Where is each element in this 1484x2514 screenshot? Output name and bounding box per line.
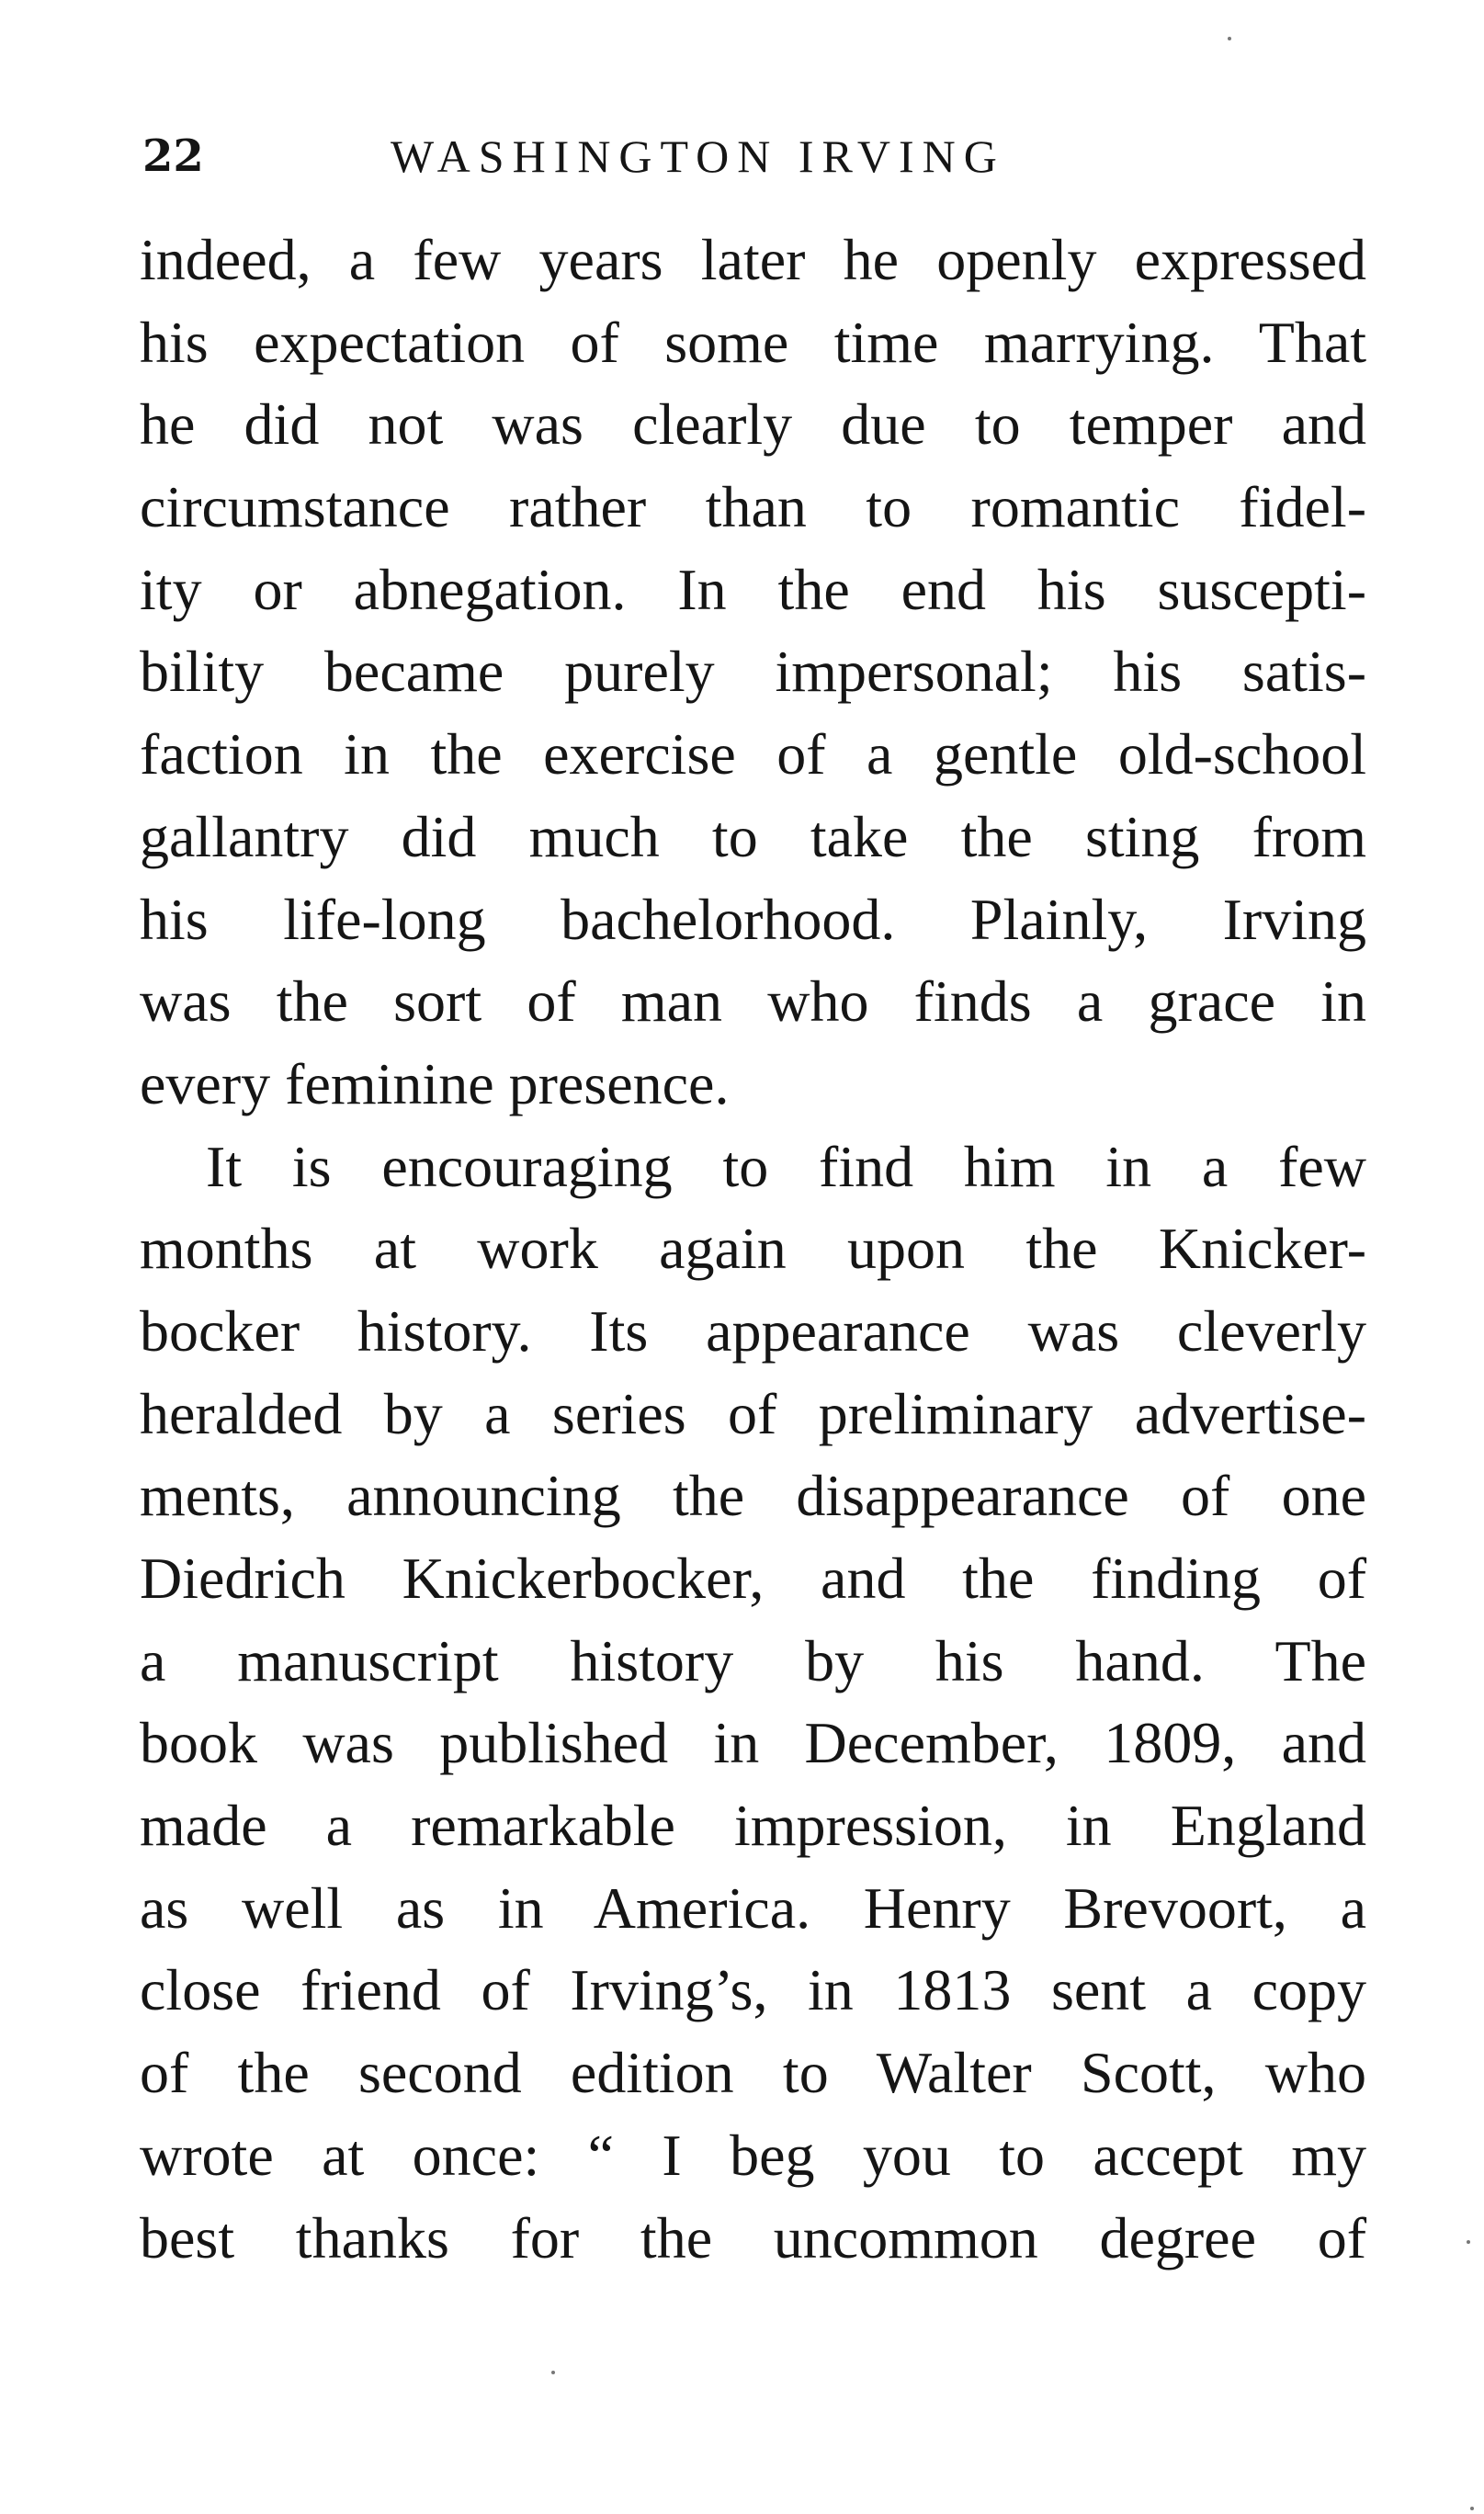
- text-line: ity or abnegation. In the end his suscepti-: [140, 556, 1366, 622]
- text-line: Diedrich Knickerbocker, and the finding of: [140, 1546, 1366, 1611]
- running-head: [142, 124, 1365, 188]
- paper-speck: [1470, 2507, 1474, 2510]
- text-line: ments, announcing the disappearance of one: [140, 1463, 1366, 1529]
- paper-speck: [1228, 37, 1231, 40]
- page-number: 22: [142, 130, 204, 182]
- text-line: best thanks for the uncommon degree of: [140, 2204, 1366, 2271]
- text-line: of the second edition to Walter Scott, who: [140, 2040, 1366, 2106]
- paragraph-1: [140, 219, 1366, 1126]
- text-line: he did not was clearly due to temper and: [140, 391, 1366, 458]
- text-line: gallantry did much to take the sting from: [140, 803, 1366, 869]
- text-line: months at work again upon the Knicker-: [140, 1216, 1366, 1282]
- text-line: bocker history. Its appearance was cleverly: [140, 1297, 1366, 1364]
- text-line: as well as in America. Henry Brevoort, a: [140, 1874, 1366, 1941]
- running-title: WASHINGTON IRVING: [391, 130, 1005, 182]
- text-line: was the sort of man who finds a grace in: [140, 968, 1366, 1035]
- text-line: faction in the exercise of a gentle old-school: [140, 721, 1366, 787]
- text-line: bility became purely impersonal; his satis-: [140, 639, 1366, 705]
- paragraph-2: [140, 1126, 1366, 2280]
- text-line: indeed, a few years later he openly expressed: [140, 227, 1366, 292]
- text-line: made a remarkable impression, in England: [140, 1793, 1366, 1859]
- text-line: book was published in December, 1809, and: [140, 1710, 1366, 1776]
- body-text: [140, 219, 1366, 2279]
- text-line: every feminine presence.: [140, 1050, 730, 1116]
- text-line: his life-long bachelorhood. Plainly, Irving: [140, 886, 1366, 952]
- text-line: wrote at once: “ I beg you to accept my: [140, 2122, 1366, 2188]
- text-line: It is encouraging to find him in a few: [206, 1133, 1366, 1199]
- text-line: a manuscript history by his hand. The: [140, 1627, 1366, 1693]
- paper-speck: [551, 2371, 555, 2374]
- text-line: his expectation of some time marrying. That: [140, 309, 1366, 375]
- text-line: close friend of Irving’s, in 1813 sent a copy: [140, 1957, 1366, 2023]
- paper-speck: [1467, 2240, 1470, 2244]
- text-line: circumstance rather than to romantic fidel-: [140, 474, 1366, 540]
- text-line: heralded by a series of preliminary advertise-: [140, 1380, 1366, 1446]
